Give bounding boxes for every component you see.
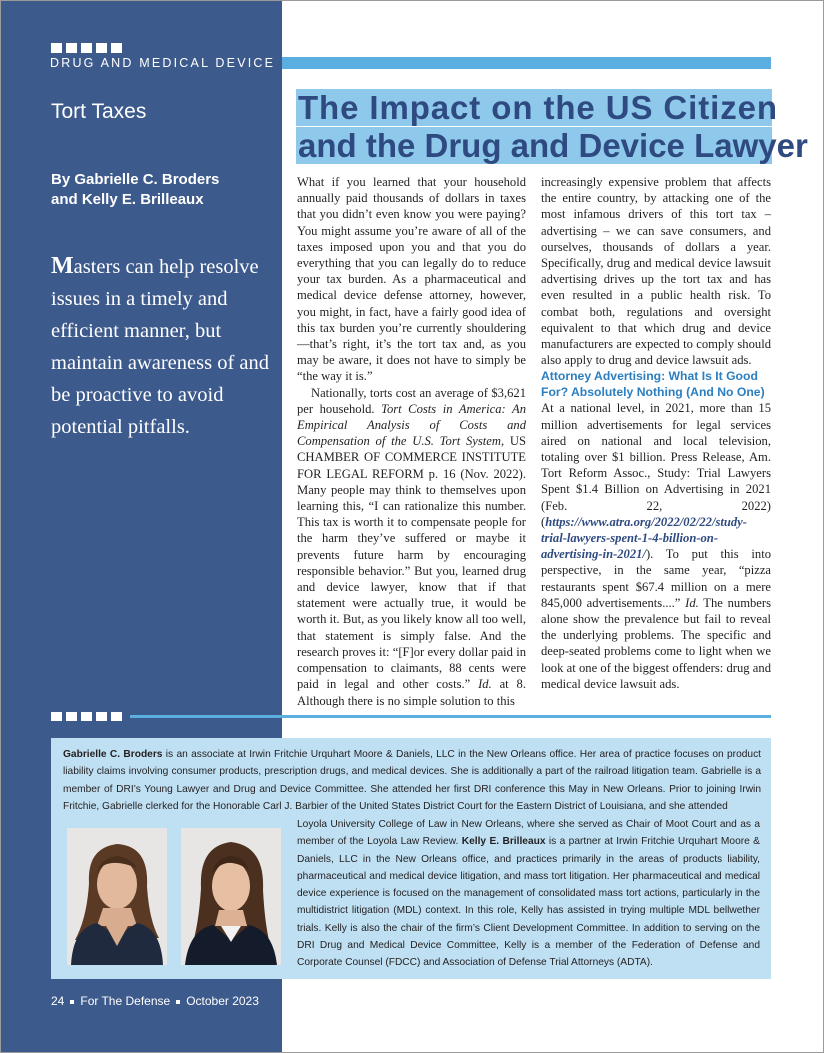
article-column-1 xyxy=(297,174,526,709)
bio-text: is an associate at Irwin Fritchie Urquhart Moore & Daniels, LLC in the New Orleans office. Her area of practice focuses on product liability claims involving consumer products, prescription drugs, and medical devices. She is additionally a part of the railroad litigation team. Gabrielle is a member of DRI’s Young Lawyer and Drug and Device Committee. She attended her first DRI conference this May in New Orleans. Prior to joining Irwin Fritchie, Gabrielle clerked for the Honorable Carl J. Barbier of the United States District Court for the Eastern District of Louisiana, and she attended xyxy=(63,749,761,812)
article-title-line-2: and the Drug and Device Lawyer xyxy=(298,127,808,164)
decorative-squares-top xyxy=(51,43,122,53)
author-photo-brilleaux xyxy=(181,828,281,965)
page-footer xyxy=(51,994,259,1008)
byline-author-2: and Kelly E. Brilleaux xyxy=(51,191,204,208)
topic-label: Tort Taxes xyxy=(51,100,147,123)
footer-bullet xyxy=(70,1000,74,1004)
pull-quote-dropcap: M xyxy=(51,253,74,279)
paragraph-nationally xyxy=(297,385,526,709)
paragraph-advertising xyxy=(541,400,771,692)
article-title-line-1: The Impact on the US Citizen xyxy=(298,89,778,126)
pull-quote xyxy=(51,250,276,443)
author-photo-broders xyxy=(67,828,167,965)
publication-name: For The Defense xyxy=(80,994,171,1008)
citation-link[interactable]: https://www.atra.org/2022/02/22/study-trial-lawyers-spent-1-4-billion-on-advertising-in-2021/ xyxy=(541,514,747,562)
bio-name-1: Gabrielle C. Broders xyxy=(63,749,163,760)
citation-id: Id. xyxy=(685,595,699,610)
article-column-2 xyxy=(541,174,771,692)
bio-name-2: Kelly E. Brilleaux xyxy=(461,836,546,848)
citation-title: Tort Costs in America: An Empirical Analysis of Costs and Compensation of the U.S. Tort System xyxy=(297,401,527,449)
divider-rule xyxy=(130,715,771,718)
bio-text: is a partner at Irwin Fritchie Urquhart Moore & Daniels, LLC in the New Orleans office, and practices primarily in the areas of products liability, pharmaceutical and medical device litigation, and mass tort litigation. Her pharmaceutical and medical device experience is focused on the management of consolidated mass tort actions, particularly in the multidistrict litigation (MDL) context. In this role, Kelly has assisted in trying multiple MDL bellwether trials. Kelly is also the chair of the firm’s Client Development Committee. In addition to serving on the DRI Drug and Medical Device Committee, Kelly is a member of the Federation of Defense and Corporate Counsel (FDCC) and Association of Defense Trial Attorneys (ADTA). xyxy=(297,836,760,969)
author-bio-top xyxy=(63,746,761,815)
article-title xyxy=(296,89,808,165)
paragraph-text: , US CHAMBER OF COMMERCE INSTITUTE FOR LEGAL REFORM p. 16 (Nov. 2022). Many people may think to themselves upon learning this, “I can rationalize this number. This tax is worth it to compensate people for the harm they’ve suffered or maybe it prevents future harm by encouraging responsible behavior.” But you, learned drug and device lawyer, know that if that statement were actually true, it would be worth it. But, as you likely know all too well, that statement is simply false. And the research proves it: “[F]or every dollar paid in compensation to claimants, 88 cents were paid in legal and other costs.” xyxy=(297,434,526,692)
section-label: DRUG AND MEDICAL DEVICE xyxy=(50,56,276,70)
paragraph-text: The numbers alone show the prevalence but fail to reveal the underlying problems. The specific and deep-seated problems come to light when we look at one of the biggest offenders: drug and medical device lawsuit ads. xyxy=(541,595,771,691)
subheading: Attorney Advertising: What Is It Good For? Absolutely Nothing (And No One) xyxy=(541,369,765,400)
paragraph-continued: increasingly expensive problem that affects the entire country, by attacking one of the most infamous drivers of this tort tax – advertising – we can save consumers, and ourselves, thousands of dollars a year. Specifically, drug and medical device lawsuit advertising drives up the tort tax and has even resulted in a public health risk. To combat both, regulations and oversight equivalent to that which drug and device manufacturers are expected to comply should also apply to drug and device lawsuit ads. xyxy=(541,175,771,368)
decorative-squares-bottom xyxy=(51,712,122,721)
byline-author-1: By Gabrielle C. Broders xyxy=(51,171,220,188)
author-bio-right xyxy=(297,816,760,972)
bio-text: Loyola University College of Law in New Orleans, where she served as Chair of Moot Court and as a member of the Loyola Law Review. xyxy=(297,819,760,848)
footer-bullet xyxy=(176,1000,180,1004)
paragraph-text: At a national level, in 2021, more than 15 million advertisements for legal services aired on national and local television, totaling over $1 billion. Press Release, Am. Tort Reform Assoc., Study: Trial Lawyers Spent $1.4 Billion on Advertising in 2021 (Feb. 22, 2022) ( xyxy=(541,401,771,529)
paragraph-text: ). To put this into perspective, in the same year, “pizza restaurants spent $67.4 million on a mere 845,000 advertisements....” xyxy=(541,547,771,610)
page-number: 24 xyxy=(51,994,65,1008)
citation-id: Id. xyxy=(478,677,492,692)
issue-date: October 2023 xyxy=(186,994,259,1008)
byline xyxy=(51,170,219,210)
paragraph-intro: What if you learned that your household annually paid thousands of dollars in taxes that you didn’t even know you were paying? You might assume you’re aware of all of the taxes imposed upon you and that you do everything that you can legally do to reduce your tax burden. As a pharmaceutical and medical device defense attorney, however, you might, in fact, have a fairly good idea of this tax burden you’re currently shouldering—that’s right, it’s the tort tax and, as you may be aware, it does not have to simply be “the way it is.” xyxy=(297,175,526,384)
paragraph-text: at 8. Although there is no simple solution to this xyxy=(297,677,526,708)
paragraph-text: Nationally, torts cost an average of $3,621 per household. xyxy=(297,385,526,416)
pull-quote-text: asters can help resolve issues in a timely and efficient manner, but maintain awareness of and be proactive to avoid potential pitfalls. xyxy=(51,256,270,438)
